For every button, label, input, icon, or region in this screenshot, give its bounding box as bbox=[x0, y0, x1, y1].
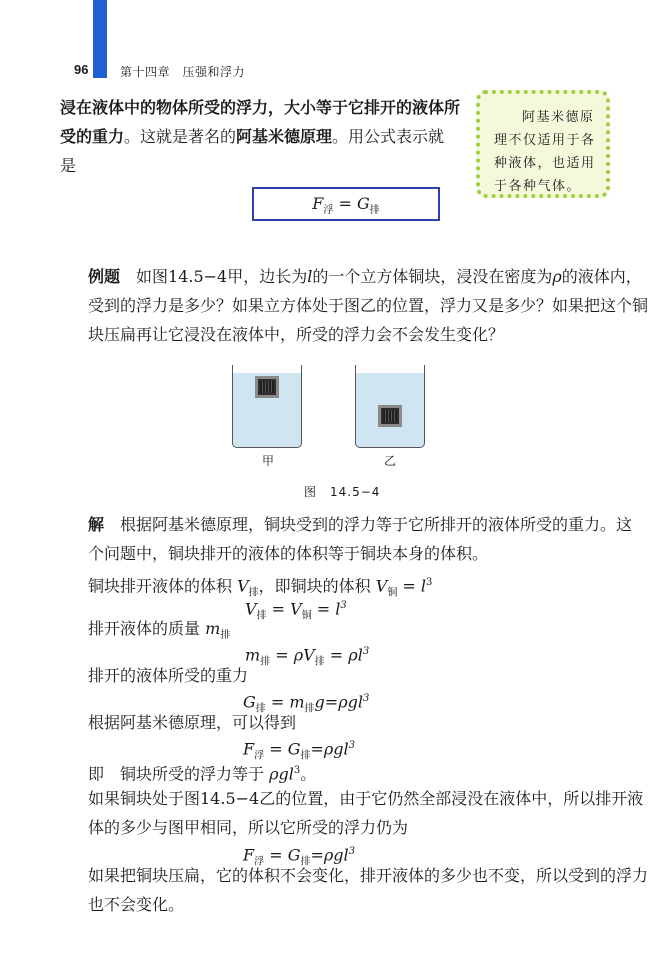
beaker-right bbox=[355, 365, 425, 448]
equation-mass: $m_排 = \rho V_排 = \rho l^3$ bbox=[245, 645, 370, 668]
solution-label: 解 bbox=[88, 515, 105, 534]
law-mid-text: 。这就是著名的 bbox=[124, 127, 237, 146]
solution-line-conclusion: 即 铜块所受的浮力等于 ρgl$^3$。 bbox=[88, 764, 317, 784]
equation-buoyancy: $F_浮 = G_排=\rho gl^3$ bbox=[243, 739, 356, 762]
figure-label-left: 甲 bbox=[262, 454, 275, 468]
solution-flattened: 如果把铜块压扁，它的体积不会变化，排开液体的多少也不变，所以受到的浮力也不会变化。 bbox=[88, 866, 649, 914]
page-number: 96 bbox=[74, 62, 89, 77]
equation-volume: $V_排 = V_铜 = l^3$ bbox=[245, 599, 347, 622]
solution-line-weight: 排开的液体所受的重力 bbox=[88, 666, 249, 685]
side-note-line: 于各种气体。 bbox=[494, 179, 582, 194]
solution-intro: 解 根据阿基米德原理，铜块受到的浮力等于它所排开的液体所受的重力。这个问题中，铜块排开的液体的体积等于铜块本身的体积。 bbox=[88, 515, 633, 563]
solution-line-volume: 铜块排开液体的体积 $V_排$，即铜块的体积 $V_铜 = l^3$ bbox=[88, 576, 433, 599]
figure-label-right: 乙 bbox=[384, 454, 397, 468]
law-paragraph bbox=[60, 93, 460, 180]
solution-line-principle: 根据阿基米德原理，可以得到 bbox=[88, 713, 297, 732]
side-note bbox=[476, 90, 610, 198]
beaker-left bbox=[232, 365, 302, 448]
copper-cube-right bbox=[378, 405, 402, 427]
figure-caption: 图 14.5−4 bbox=[304, 485, 381, 499]
side-note-line: 理不仅适用于各 bbox=[494, 133, 596, 148]
chapter-title: 第十四章 压强和浮力 bbox=[120, 65, 246, 79]
law-bold-sentence: 浸在液体中的物体所受的浮力，大小等于它排开的液体所受的重力 bbox=[60, 98, 461, 146]
principle-name: 阿基米德原理 bbox=[236, 127, 333, 146]
example-label: 例题 bbox=[88, 267, 121, 286]
side-note-line: 种液体，也适用 bbox=[494, 156, 596, 171]
example-problem: 例题 如图14.5−4甲，边长为l的一个立方体铜块，浸没在密度为ρ的液体内，受到的浮力是多少？如果立方体处于图乙的位置，浮力又是多少？如果把这个铜块压扁再让它浸没在液体中，所受的浮力会不会发生变化？ bbox=[88, 267, 649, 344]
copper-cube-left bbox=[255, 376, 279, 398]
chapter-color-tab bbox=[93, 0, 107, 78]
equation-buoyancy-b: $F_浮 = G_排=\rho gl^3$ bbox=[243, 845, 356, 868]
solution-position-b: 如果铜块处于图14.5−4乙的位置，由于它仍然全部浸没在液体中，所以排开液体的多少与图甲相同，所以它所受的浮力仍为 bbox=[88, 789, 644, 837]
equation-weight: $G_排 = m_排g=\rho gl^3$ bbox=[243, 692, 370, 715]
solution-line-mass: 排开液体的质量 $m_排$ bbox=[88, 619, 231, 642]
side-note-line: 阿基米德原 bbox=[522, 110, 595, 125]
principle-formula-box: $F_浮 = G_排$ bbox=[252, 187, 440, 221]
law-tail-text: 。用公式表示就是 bbox=[60, 127, 445, 175]
